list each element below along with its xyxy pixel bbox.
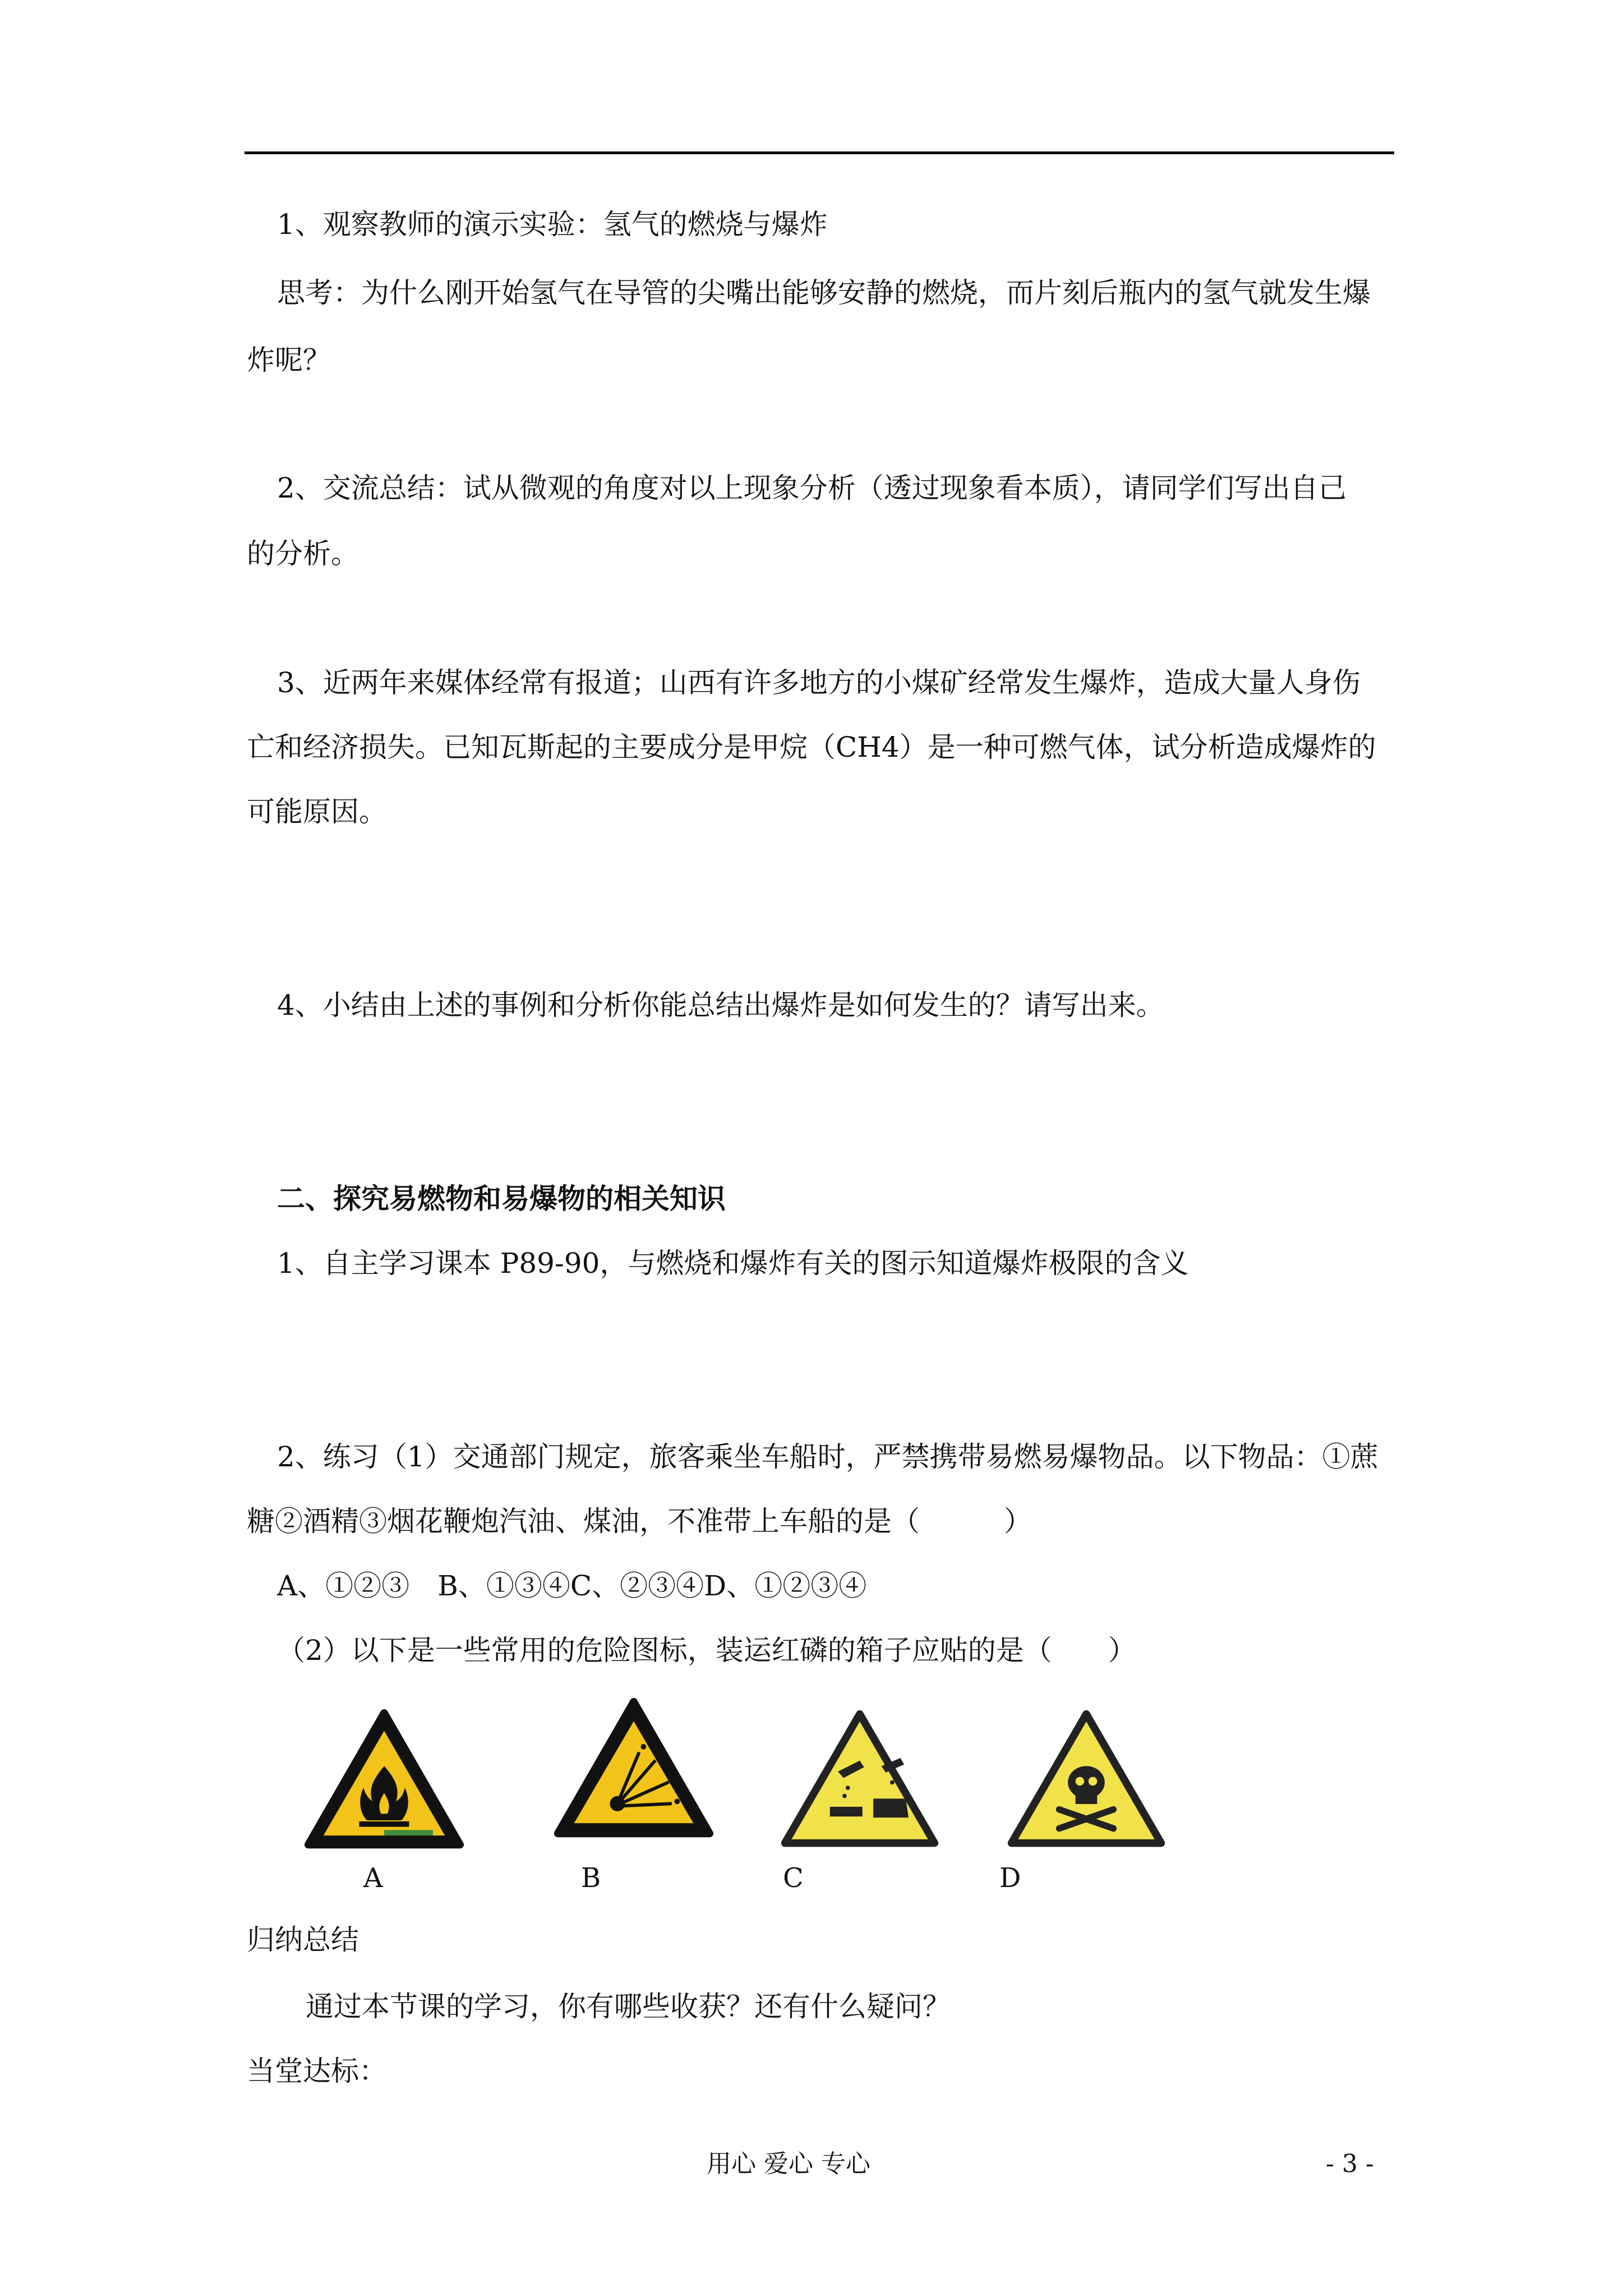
q2-2-text: （2）以下是一些常用的危险图标，装运红磷的箱子应贴的是（ ） <box>277 1634 1136 1667</box>
q2-line1: 2、交流总结：试从微观的角度对以上现象分析（透过现象看本质），请同学们写出自己 <box>277 472 1347 504</box>
q3-line2: 亡和经济损失。已知瓦斯起的主要成分是甲烷（CH4）是一种可燃气体，试分析造成爆炸的 <box>247 731 1376 763</box>
q1-think-line2: 炸呢？ <box>247 344 331 376</box>
corrosive-sign-icon <box>778 1705 941 1854</box>
toxic-sign-icon <box>1005 1705 1168 1854</box>
q4-text: 4、小结由上述的事例和分析你能总结出爆炸是如何发生的？请写出来。 <box>277 989 1164 1022</box>
q3-line1: 3、近两年来媒体经常有报道；山西有许多地方的小煤矿经常发生爆炸，造成大量人身伤 <box>277 666 1361 699</box>
header-rule <box>245 151 1394 154</box>
s2-item1: 1、自主学习课本 P89-90，与燃烧和爆炸有关的图示知道爆炸极限的含义 <box>277 1247 1189 1280</box>
s2-item2-line2: 糖②酒精③烟花鞭炮汽油、煤油，不准带上车船的是（ ） <box>247 1505 1032 1538</box>
section2-heading: 二、探究易燃物和易爆物的相关知识 <box>277 1182 726 1215</box>
flammable-sign-icon <box>303 1705 465 1854</box>
footer-motto: 用心 爱心 专心 <box>707 2150 870 2178</box>
options-line: A、①②③ B、①③④C、②③④D、①②③④ <box>277 1570 867 1602</box>
explosive-sign-icon <box>552 1694 715 1843</box>
practice-heading: 当堂达标： <box>247 2055 387 2087</box>
q2-line2: 的分析。 <box>247 537 359 570</box>
s2-item2-line1: 2、练习（1）交通部门规定，旅客乘坐车船时，严禁携带易燃易爆物品。以下物品：①蔗 <box>277 1441 1378 1473</box>
sign-label-c: C <box>783 1862 804 1894</box>
sign-label-b: B <box>581 1862 601 1894</box>
page-number: - 3 - <box>1326 2150 1374 2178</box>
sign-label-d: D <box>999 1862 1021 1894</box>
sign-label-a: A <box>363 1862 383 1894</box>
q1-title: 1、观察教师的演示实验：氢气的燃烧与爆炸 <box>277 208 828 241</box>
summary-text: 通过本节课的学习，你有哪些收获？还有什么疑问？ <box>306 1990 951 2023</box>
q1-think-line1: 思考：为什么刚开始氢气在导管的尖嘴出能够安静的燃烧，而片刻后瓶内的氢气就发生爆 <box>277 277 1371 309</box>
summary-heading: 归纳总结 <box>247 1924 359 1956</box>
q3-line3: 可能原因。 <box>247 795 387 828</box>
